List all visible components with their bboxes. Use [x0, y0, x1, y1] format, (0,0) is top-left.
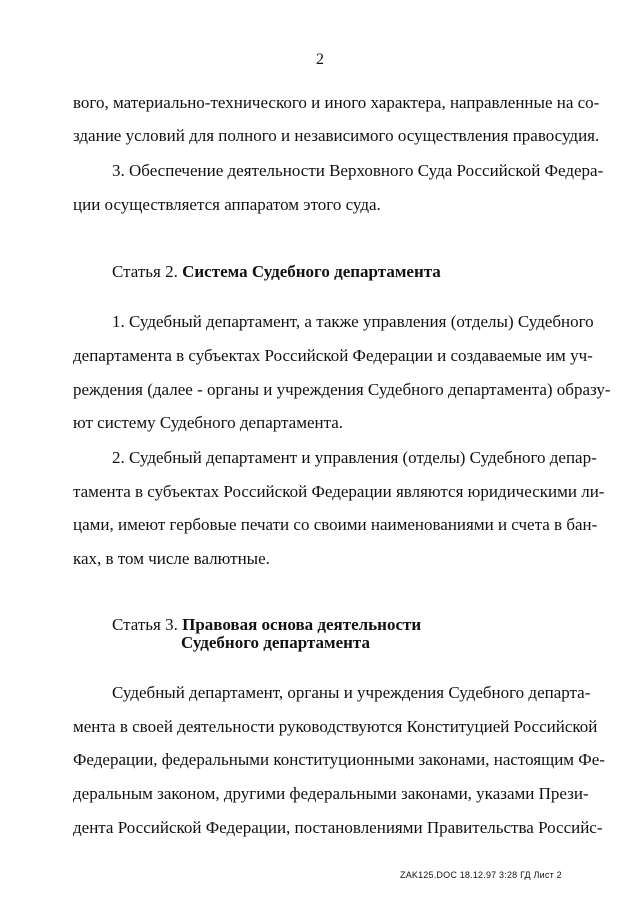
paragraph-line: Судебный департамент, органы и учреждения Судебного департа- [112, 683, 591, 702]
paragraph-line: вого, материально-технического и иного характера, направленные на со- [73, 93, 600, 112]
paragraph-line: ках, в том числе валютные. [73, 549, 270, 568]
paragraph-line: Федерации, федеральными конституционными законами, настоящим Фе- [73, 750, 605, 769]
paragraph-line: департамента в субъектах Российской Федерации и создаваемые им уч- [73, 346, 593, 365]
paragraph-line: дента Российской Федерации, постановлениями Правительства Российс- [73, 818, 603, 837]
article-heading [112, 615, 577, 635]
article-title-continuation: Судебного департамента [181, 633, 370, 652]
article-heading [112, 262, 577, 282]
paragraph-line: тамента в субъектах Российской Федерации являются юридическими ли- [73, 482, 605, 501]
document-footer: ZAK125.DOC 18.12.97 3:28 ГД Лист 2 [400, 870, 562, 880]
paragraph-line: деральным законом, другими федеральными законами, указами Прези- [73, 784, 589, 803]
paragraph-line: здание условий для полного и независимого осуществления правосудия. [73, 126, 600, 145]
article-prefix: Статья 3. [112, 615, 178, 634]
article-prefix: Статья 2. [112, 262, 178, 281]
paragraph-line: ции осуществляется аппаратом этого суда. [73, 195, 381, 214]
page-number: 2 [316, 51, 324, 68]
paragraph-line: 3. Обеспечение деятельности Верховного Суда Российской Федера- [112, 161, 604, 180]
paragraph-line: реждения (далее - органы и учреждения Судебного департамента) образу- [73, 380, 611, 399]
article-title: Правовая основа деятельности [182, 615, 422, 634]
paragraph-line: 2. Судебный департамент и управления (отделы) Судебного депар- [112, 448, 597, 467]
paragraph-line: цами, имеют гербовые печати со своими наименованиями и счета в бан- [73, 515, 598, 534]
paragraph-line: 1. Судебный департамент, а также управления (отделы) Судебного [112, 312, 594, 331]
paragraph-line: мента в своей деятельности руководствуются Конституцией Российской [73, 717, 598, 736]
paragraph-line: ют систему Судебного департамента. [73, 413, 344, 432]
article-title: Система Судебного департамента [182, 262, 441, 281]
